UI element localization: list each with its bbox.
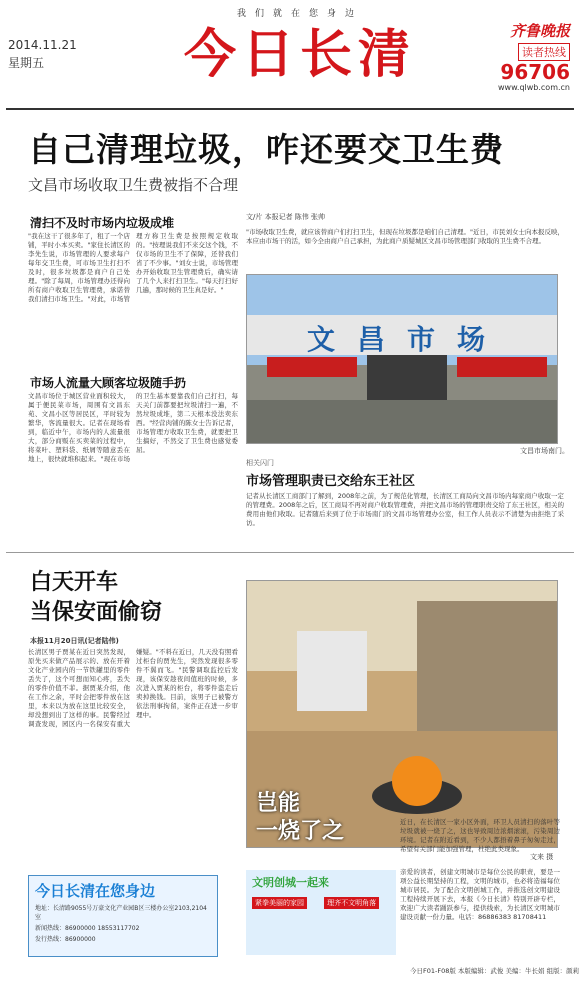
lead-paragraph: "市场收取卫生费，就应该替商户们打扫卫生，但现在垃圾都是咱们自己清理。"近日，市民刘女士向本报反映，本应由市场干的活，如今全由商户自己承担，为此商户质疑城区文昌市场管理部门收取的卫生费不合理。 [246,228,564,245]
ad2-line2: 理齐不文明角落 [324,897,379,909]
photo2-caption: 近日，在长清区一家小区外面，环卫人员清扫的落叶等垃圾就被一烧了之，这也导致周边浓烟滚滚，污染周边环境。记者在附近看到，不少人都捂着鼻子匆匆走过，希望有关部门能加强管理，杜绝此类现象。 [400,818,560,853]
advert-civilization [246,870,396,955]
hotline-label: 读者热线 [518,43,570,61]
ad1-line2: 新闻热线：86900000 18553117702 [35,925,140,932]
photo2-overlay-line1: 岂能 [256,791,301,816]
ad1-line1: 地址：长清路9055号万豪文化产业园B区三楼办公室2103,2104室 [35,905,207,921]
story2-title-line2: 当保安面偷窃 [30,600,163,625]
hotline-number: 96706 [500,60,570,84]
photo2-credit: 文来 摄 [530,853,554,861]
page-footer: 今日F01-F08版 本版编辑：武俊 美编：牛长娟 组版：颜莉 [410,967,580,975]
ad1-title: 今日长清在您身边 [35,882,156,900]
story2-title-line1: 白天开车 [30,570,119,595]
ad2-body: 亲爱的读者，创建文明城市是每位公民的职责，要是一项公益长期坚持的工程，文明的城市，也必将造福每位城市居民。为了配合文明创城工作，并推选创文明建设工程持续开展下去，本报《今日长清》特别开辟专栏，欢迎广大读者踊跃参与，提供线索，为长清区文明城市建设贡献一份力量。电话：86886383 81708411 [400,868,560,921]
ad2-line1: 紧拳美丽的家园 [252,897,307,909]
brand-box [490,20,570,92]
market-sign: 文昌市场 [307,323,508,356]
related-label: 相关闪门 [246,459,274,467]
photo2-overlay-line2: 一烧了之 [256,819,345,844]
masthead-title: 今日长清 [183,25,416,85]
lead-headline: 自己清理垃圾，咋还要交卫生费 [28,130,504,169]
section-body-2: 文昌市场位于城区营业面积较大，属于便民菜市场，周围有文昌东苑、文昌小区等居民区，平时较为繁华，客流量很大。记者在现场看到，临近中午，市场内的人流量很大，部分商贩在买卖菜的过程中，将菜叶、塑料袋、纸屑等随意丢在地上，很快就堆积起来。"现在市场的卫生基本要靠我们自己打扫，每天关门前都要把垃圾清扫一遍，不然垃圾成堆，第二天根本没法卖东西。"经营肉铺的陈女士告诉记者，市场管理方收取卫生费，就要把卫生搞好，不然交了卫生费也感觉委屈。 [28,392,238,463]
related-headline: 市场管理职责已交给东王社区 [246,474,416,489]
issue-date: 2014.11.21 [8,38,77,52]
section-heading-1: 清扫不及时市场内垃圾成堆 [30,216,175,230]
header-divider [6,108,574,110]
market-photo-image [247,275,558,444]
lead-subhead: 文昌市场收取卫生费被指不合理 [28,176,239,194]
masthead-slogan: 我们就在您身边 [236,9,363,19]
brand-name: 齐鲁晚报 [509,22,570,40]
advert-today-changqing [28,875,218,957]
story2-body: 长清区男子贾某在近日突然发现，原先买来做产品展示的、放在开着文化产业园内的一节铁罐里的零件丢失了，这个可想而知心疼，丢失的零件价值不菲。据贾某介绍，他在工作之余，平时会把零件放在这里，本来以为放在这里比较安全，却没想到出了这样的事。民警经过调查发现，园区内一名保安有重大嫌疑。"不料在近日，几天没有照看过柜台的贾先生，突然发现很多零件不翼而飞。"民警调取监控后发现，该保安趁夜间值班的时候，多次进入贾某的柜台，将零件盗走后卖掉换钱。目前，该男子已被警方依法刑事拘留，案件正在进一步审理中。 [28,648,238,728]
ad1-line3: 发行热线：86900000 [35,936,96,943]
website-url: www.qlwb.com.cn [498,83,570,92]
story2-dateline: 本报11月20日讯(记者陆伟) [30,637,119,645]
photo-caption: 文昌市场南门。 [520,447,569,455]
ad2-title: 文明创城一起来 [252,876,329,889]
market-photo [246,274,558,444]
related-body: 记者从长清区工商部门了解到，2008年之前，为了规范化管理，长清区工商局向文昌市场内每家商户收取一定的管理费。2008年之后，区工商局不再对商户收取管理费，并把文昌市场的管理职责交给了东王社区，相关的费用由他们收取。记者随后来到了位于市场南门的文昌市场管理办公室，但工作人员表示不清楚为由拒绝了采访。 [246,492,564,527]
byline: 文/片 本报记者 陈伟 张帅 [246,213,326,221]
section-divider [6,552,574,553]
issue-weekday: 星期五 [8,56,45,70]
section-body-1: "我在这干了很多年了，租了一个店铺，平时小本买卖。"家住长清区的李先生说，市场管理的人要求每户每年交卫生费，可市场卫生打扫不及时，很多垃圾都是商户自己处理。"除了每周，市场管理办还得向所有商户收取卫生管理费，承诺替我们清扫市场卫生。"对此，市场管理方称卫生费是按照规定收取的。"按理说我们不来交这个钱，不仅市场的卫生不了保障，还替我们省了不少事。"刘女士说，市场管理办开始收取卫生管理费后，确实请了几个人来打扫卫生。"每天打扫好几遍，那时候的卫生真是好。" [28,232,238,303]
section-heading-2: 市场人流量大顾客垃圾随手扔 [30,376,187,390]
